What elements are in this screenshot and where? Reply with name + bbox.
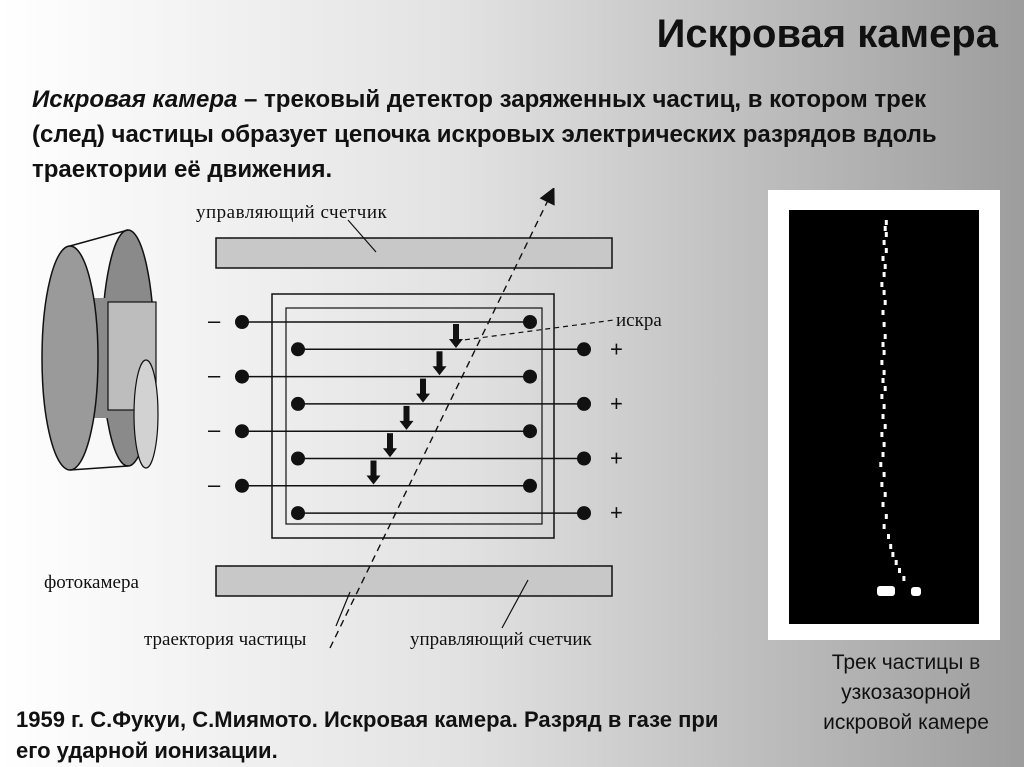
minus-sign: – — [208, 362, 221, 388]
spark-dot — [884, 300, 887, 305]
spark-dot — [883, 272, 886, 277]
photo-caption: Трек частицы в узкозазорной искровой камере — [823, 651, 989, 734]
spark-arrow-icon — [383, 433, 397, 457]
spark-dot — [898, 568, 901, 573]
terminal-dot — [235, 370, 249, 384]
spark-dot — [880, 394, 883, 399]
terminal-dot — [523, 479, 537, 493]
definition-term: Искровая камера — [32, 86, 238, 113]
spark-dot — [885, 514, 888, 519]
plate-row — [291, 500, 623, 525]
spark-dot — [902, 576, 905, 581]
spark-arrow-icon — [367, 461, 381, 485]
spark-dot — [880, 432, 883, 437]
spark-dot — [880, 360, 883, 365]
spark-arrow-icon — [449, 324, 463, 348]
spark-dot — [879, 462, 882, 467]
terminal-dot — [235, 315, 249, 329]
minus-sign: – — [208, 471, 221, 497]
spark-dot — [882, 378, 885, 383]
spark-dot — [887, 534, 890, 539]
bottom-control-counter — [216, 566, 612, 596]
label-camera: фотокамера — [44, 572, 139, 593]
spark-dot — [883, 370, 886, 375]
track-end-blob-right — [911, 587, 921, 596]
plate-row — [208, 417, 537, 442]
spark-dot — [880, 282, 883, 287]
spark-dot — [884, 492, 887, 497]
label-spark: искра — [616, 310, 662, 331]
spark-arrow-icon — [400, 406, 414, 430]
spark-dot — [895, 560, 898, 565]
spark-dot — [885, 220, 888, 225]
spark-dot — [884, 424, 887, 429]
definition-text — [32, 82, 992, 187]
plus-sign: + — [610, 500, 623, 526]
spark-dot — [883, 404, 886, 409]
terminal-dot — [235, 424, 249, 438]
spark-chamber-diagram — [36, 188, 716, 658]
spark-dot — [889, 544, 892, 549]
spark-dot — [882, 310, 885, 315]
terminal-dot — [523, 315, 537, 329]
spark-dot — [882, 452, 885, 457]
spark-dot — [883, 524, 886, 529]
spark-dot — [883, 350, 886, 355]
spark-dot — [884, 386, 887, 391]
spark-dot — [883, 322, 886, 327]
minus-sign: – — [208, 308, 221, 333]
footer-note: 1959 г. С.Фукуи, С.Миямото. Искровая камера. Разряд в газе при его ударной ионизации. — [16, 707, 719, 763]
definition-body: – трековый детектор заряженных частиц, в котором трек (след) частицы образует цепочка искровых электрических разрядов вдоль траектории её движения. — [32, 86, 937, 183]
spark-dot — [883, 240, 886, 245]
track-photograph — [789, 210, 979, 624]
spark-dot — [882, 414, 885, 419]
plate-row — [208, 308, 537, 333]
spark-dot — [882, 342, 885, 347]
spark-dot — [884, 226, 887, 231]
chamber-inner-wall — [286, 308, 542, 524]
spark-dot — [885, 232, 888, 237]
plus-sign: + — [610, 445, 623, 471]
spark-arrow-icon — [416, 379, 430, 403]
spark-dot — [883, 472, 886, 477]
plate-row — [208, 363, 537, 388]
terminal-dot — [291, 342, 305, 356]
plus-sign: + — [610, 336, 623, 362]
terminal-dot — [523, 424, 537, 438]
plate-row — [291, 446, 623, 471]
slide-title: Искровая камера — [656, 12, 998, 56]
spark-dot — [884, 334, 887, 339]
spark-arrow-icon — [433, 351, 447, 375]
chamber-plates — [208, 308, 623, 525]
terminal-dot — [291, 506, 305, 520]
minus-sign: – — [208, 417, 221, 443]
spark-dot — [882, 502, 885, 507]
label-top-counter: управляющий счетчик — [196, 202, 388, 223]
spark-dot — [885, 248, 888, 253]
spark-dot — [882, 256, 885, 261]
spark-dot — [884, 264, 887, 269]
terminal-dot — [523, 370, 537, 384]
plate-row — [291, 391, 623, 416]
spark-dot — [883, 290, 886, 295]
chamber-outer-wall — [272, 294, 554, 538]
label-bottom-counter: управляющий счетчик — [410, 629, 592, 650]
terminal-dot — [577, 397, 591, 411]
spark-dot — [891, 552, 894, 557]
track-end-blob-left — [877, 586, 895, 596]
terminal-dot — [577, 506, 591, 520]
plus-sign: + — [610, 390, 623, 416]
spark-dot — [880, 482, 883, 487]
top-control-counter — [216, 238, 612, 268]
terminal-dot — [577, 342, 591, 356]
terminal-dot — [291, 452, 305, 466]
label-trajectory: траектория частицы — [144, 629, 307, 650]
terminal-dot — [235, 479, 249, 493]
spark-dot — [883, 442, 886, 447]
terminal-dot — [577, 452, 591, 466]
terminal-dot — [291, 397, 305, 411]
camera-icon — [42, 230, 158, 470]
